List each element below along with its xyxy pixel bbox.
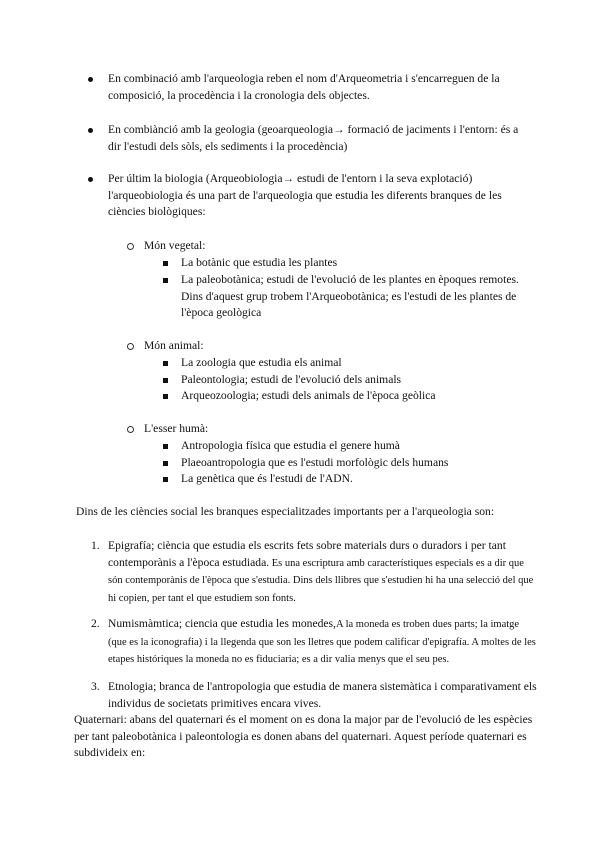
sublist-title: L'esser humà: — [144, 422, 209, 435]
square-bullet — [163, 378, 168, 383]
sublist-title: Món vegetal: — [144, 239, 206, 252]
bullet-text: En combiànció amb la geologia (geoarqueologia→ formació de jaciments i l'entorn: és a dir l'estudi dels sòls, els sediments i la procedència) — [108, 123, 519, 153]
bullet-text: Per últim la biologia (Arqueobiologia→ estudi de l'entorn i la seva explotació) l'arqueobiologia és una part de l'arqueologia que estudia les diferents branques de les ciències biològiques: — [108, 172, 502, 218]
sublist-item-text: La paleobotànica; estudi de l'evolució de les plantes en èpoques remotes. Dins d'aquest grup trobem l'Arqueobotànica; es l'estudi de les plantes de l'època geològica — [181, 273, 519, 319]
bullet-dot — [88, 77, 96, 82]
item-number: 2. — [91, 617, 100, 630]
square-bullet — [163, 278, 168, 283]
bullet-dot — [88, 128, 96, 133]
numbered-text: Etnologia; branca de l'antropologia que estudia de manera sistemàtica i comparativament els individus de societats primitives encara vives. — [108, 680, 537, 710]
sublist-item-text: La botànic que estudia les plantes — [181, 256, 338, 269]
square-bullet — [163, 261, 168, 266]
sublist-item-text: Arqueozoologia; estudi dels animals de l'època geòlica — [181, 389, 436, 402]
closing-paragraph: Quaternari: abans del quaternari és el moment on es dona la major par de l'evolució de les espècies per tant paleobotànica i paleontologia es donen abans del quaternari. Aquest període quaternari es subdivideix en: — [74, 713, 533, 759]
bullet-dot — [88, 177, 96, 182]
circle-bullet — [127, 243, 134, 250]
sublist-item-text: Antropologia física que estudia el genere humà — [181, 439, 400, 452]
circle-bullet — [127, 343, 134, 350]
circle-bullet — [127, 426, 134, 433]
numbered-extra: Es una escriptura amb característiques especials es a dir que són contemporànis de l'època que s'estudia. Dins dels llibres que s'estudien hi ha una selecció del que hi copien, per tant el que estudiem son fonts. — [108, 557, 534, 604]
item-number: 3. — [91, 680, 100, 693]
square-bullet — [163, 477, 168, 482]
bullet-text: En combinació amb l'arqueologia reben el nom d'Arqueometria i s'encarreguen de la composició, la procedència i la cronologia dels objectes. — [108, 72, 500, 102]
sublist-item-text: La genètica que és l'estudi de l'ADN. — [181, 472, 353, 485]
square-bullet — [163, 361, 168, 366]
numbered-text — [108, 616, 538, 669]
numbered-text — [108, 538, 538, 607]
item-number: 1. — [91, 539, 100, 552]
numbered-main: Numismàmtica; ciencia que estudia les monedes, — [108, 617, 336, 630]
sublist-item-text: Plaeoantropologia que es l'estudi morfològic dels humans — [181, 456, 449, 469]
square-bullet — [163, 394, 168, 399]
sublist-item-text: Paleontologia; estudi de l'evolució dels animals — [181, 373, 402, 386]
sublist-title: Món animal: — [144, 339, 204, 352]
intro-paragraph: Dins de les ciències social les branques especialitzades importants per a l'arqueologia son: — [76, 505, 495, 518]
sublist-item-text: La zoologia que estudia els animal — [181, 356, 342, 369]
square-bullet — [163, 444, 168, 449]
numbered-extra: A la moneda es troben dues parts; la imatge (que es la iconografia) i la llegenda que son les lletres que podem calificar d'epigrafía. A moltes de les etapes históriques la moneda no es fiduciaria; es a dir valia menys que el seu pes. — [108, 619, 536, 665]
numbered-main: Epigrafía; ciència que estudia els escrits fets sobre materials durs o duradors i per tant contemporànis a l'època estudiada. — [108, 539, 506, 569]
square-bullet — [163, 461, 168, 466]
